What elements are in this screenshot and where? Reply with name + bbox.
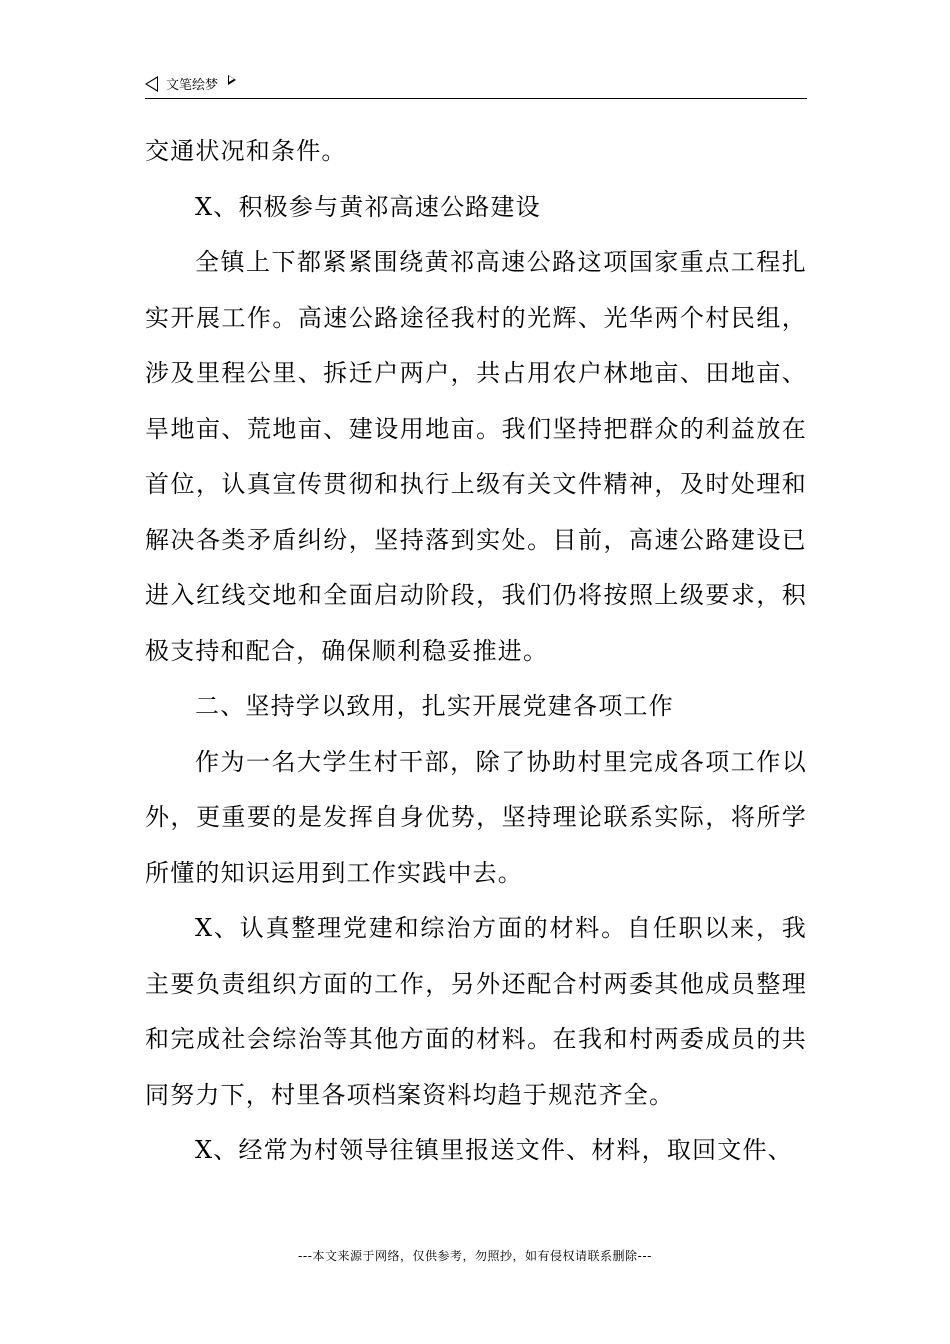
triangle-left-outline-icon	[145, 76, 158, 92]
paragraph-college-official: 作为一名大学生村干部，除了协助村里完成各项工作以外，更重要的是发挥自身优势，坚持理论联系实际，将所学所懂的知识运用到工作实践中去。	[145, 747, 807, 887]
paragraph-materials: X、认真整理党建和综治方面的材料。自任职以来，我主要负责组织方面的工作，另外还配合村两委其他成员整理和完成社会综治等其他方面的材料。在我和村两委成员的共同努力下，村里各项档案资料均趋于规范齐全。	[145, 914, 807, 1109]
triangle-right-outline-icon	[228, 75, 236, 85]
document-body	[145, 124, 807, 1179]
page-header	[145, 72, 807, 99]
paragraph-highway: 全镇上下都紧紧围绕黄祁高速公路这项国家重点工程扎实开展工作。高速公路途径我村的光辉、光华两个村民组，涉及里程公里、拆迁户两户，共占用农户林地亩、田地亩、旱地亩、荒地亩、建设用地亩。我们坚持把群众的利益放在首位，认真宣传贯彻和执行上级有关文件精神，及时处理和解决各类矛盾纠纷，坚持落到实处。目前，高速公路建设已进入红线交地和全面启动阶段，我们仍将按照上级要求，积极支持和配合，确保顺利稳妥推进。	[145, 248, 807, 665]
header-inner	[145, 74, 236, 93]
section-heading-highway: X、积极参与黄祁高速公路建设	[195, 192, 541, 221]
paragraph-documents: X、经常为村领导往镇里报送文件、材料，取回文件、	[195, 1136, 793, 1164]
header-title: 文笔绘梦	[166, 78, 219, 93]
section-heading-party-building: 二、坚持学以致用，扎实开展党建各项工作	[195, 692, 674, 720]
footer-disclaimer: ---本文来源于网络，仅供参考，勿照抄，如有侵权请联系删除---	[298, 1249, 652, 1263]
paragraph-continuation: 交通状况和条件。	[145, 137, 347, 165]
